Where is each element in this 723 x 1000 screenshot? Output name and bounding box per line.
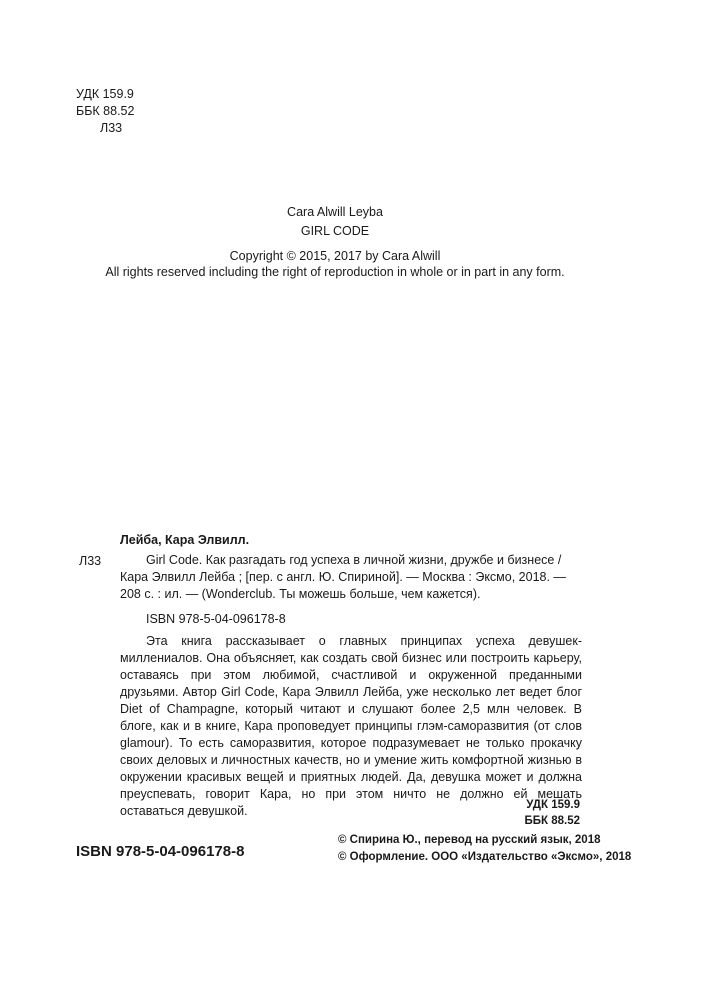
catalog-bbk: ББК 88.52 <box>524 815 580 827</box>
catalog-author-heading: Лейба, Кара Элвилл. <box>120 533 250 547</box>
original-author: Cara Alwill Leyba <box>287 205 383 219</box>
author-index-code: Л33 <box>100 121 123 135</box>
rights-line: All rights reserved including the right of reproduction in whole or in part in any form. <box>105 265 565 279</box>
footer-credits <box>338 832 631 866</box>
classification-block <box>76 86 134 137</box>
bibliographic-description: Girl Code. Как разгадать год успеха в личной жизни, дружбе и бизнесе / Кара Элвилл Лейба ; [пер. с англ. Ю. Спириной]. — Москва : Эксмо, 2018. — 208 с. : ил. — (Wonderclub. Ты можешь больше, чем кажется). <box>120 553 566 601</box>
catalog-isbn: ISBN 978-5-04-096178-8 <box>146 612 286 626</box>
bbk-code: ББК 88.52 <box>76 104 135 118</box>
catalog-classification <box>420 797 580 829</box>
design-credit: © Оформление. ООО «Издательство «Эксмо», 2018 <box>338 851 632 863</box>
catalog-author-index: Л33 <box>79 554 102 568</box>
copyright-line: Copyright © 2015, 2017 by Cara Alwill <box>229 249 441 263</box>
original-title: GIRL CODE <box>300 224 370 238</box>
book-annotation: Эта книга рассказывает о главных принципах успеха девушек-миллениалов. Она объясняет, как создать свой бизнес или построить карьеру, оставаясь при этом любимой, счастливой и окруженной преданными друзьями. Автор Girl Code, Кара Элвилл Лейба, уже несколько лет ведет блог Diet of Champagne, который читают и слушают более 2,5 млн человек. В блоге, как и в книге, Кара проповедует принципы глэм-саморазвития (от слов glamour). То есть саморазвития, которое подразумевает не только прокачку своих деловых и личностных качеств, но и умение жить комфортной жизнью в окружении красивых вещей и приятных людей. Да, девушка может и должна преуспевать, говорит Кара, но при этом ничто не должно ей мешать оставаться девушкой. <box>120 634 582 818</box>
catalog-udk: УДК 159.9 <box>526 799 580 811</box>
footer-isbn: ISBN 978-5-04-096178-8 <box>76 843 245 860</box>
udk-code: УДК 159.9 <box>76 87 134 101</box>
translation-credit: © Спирина Ю., перевод на русский язык, 2018 <box>338 834 601 846</box>
